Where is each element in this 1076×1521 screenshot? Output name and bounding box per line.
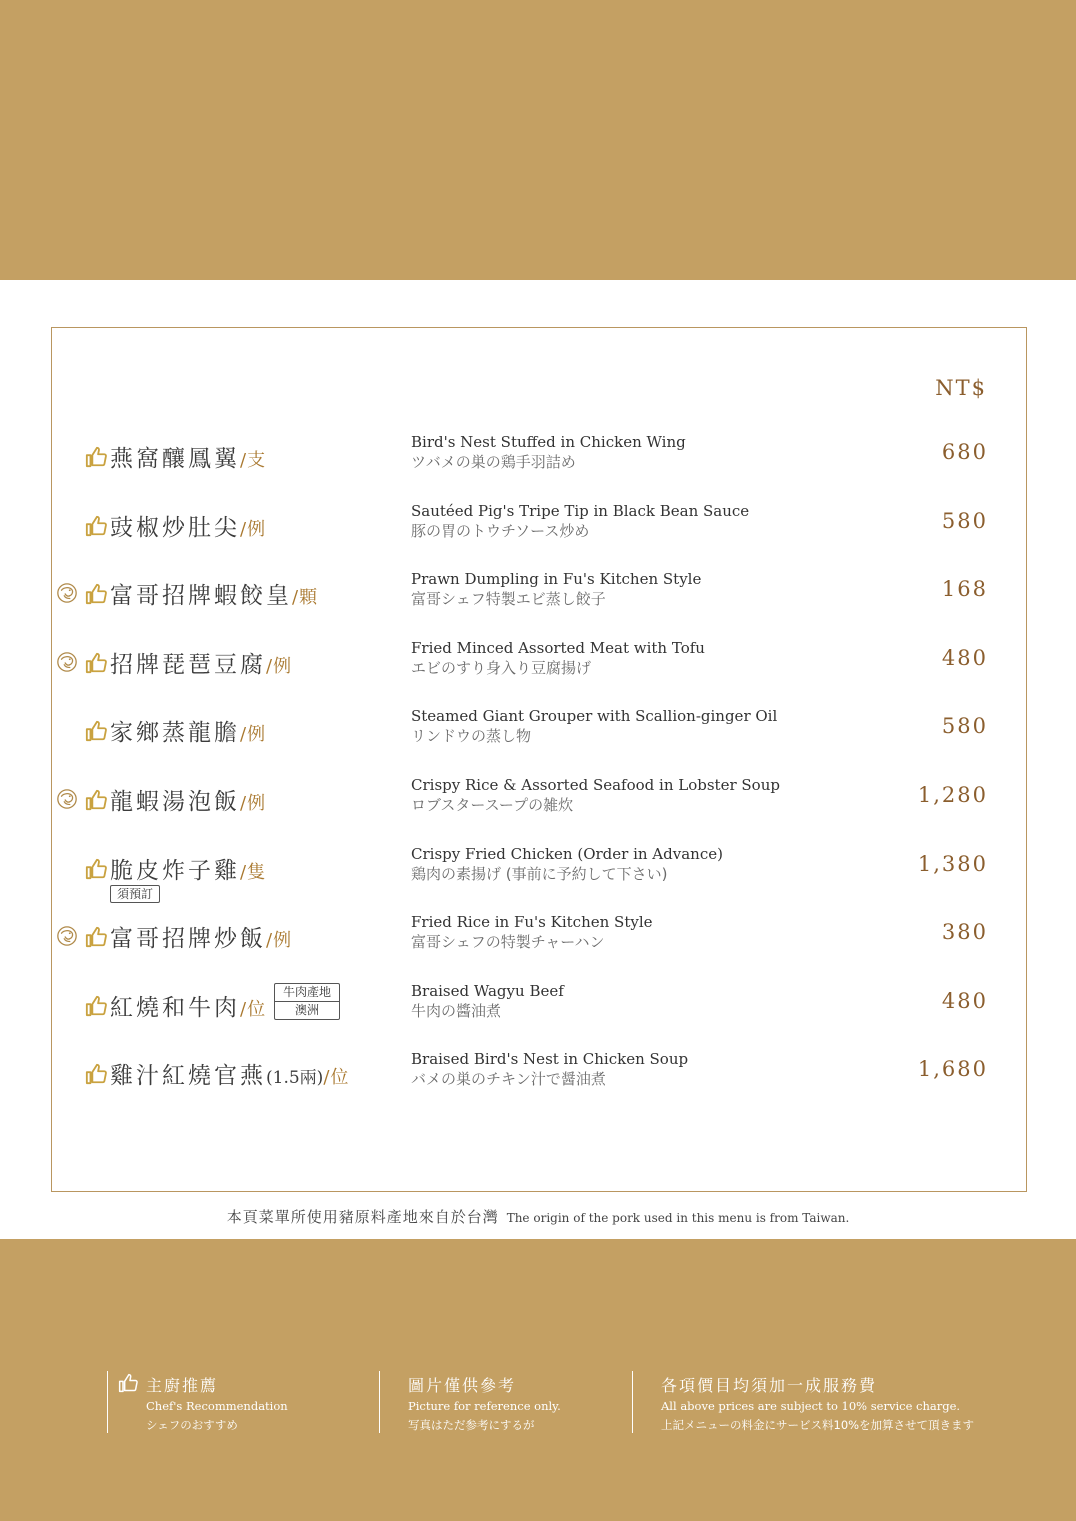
legend-chef-recommendation — [107, 1371, 358, 1433]
dish-name-cn — [110, 714, 266, 747]
dish-price: 1,380 — [917, 852, 988, 876]
dish-price: 1,280 — [917, 783, 988, 807]
legend-service-zh: 各項價目均須加一成服務費 — [661, 1376, 878, 1395]
dish-name-cn — [110, 509, 266, 542]
dish-name-en: Sautéed Pig's Tripe Tip in Black Bean Sauce — [411, 502, 750, 520]
legend-picture-reference — [379, 1371, 610, 1433]
dish-quantity: (1.5兩) — [266, 1068, 324, 1088]
legend-service-en: All above prices are subject to 10% service charge. — [661, 1399, 961, 1413]
dish-unit: /例 — [240, 519, 267, 540]
legend-picture-zh: 圖片僅供參考 — [408, 1376, 517, 1395]
menu-item — [52, 707, 1026, 774]
dish-name-cn — [110, 989, 266, 1022]
thumbs-up-icon — [85, 446, 107, 468]
dish-name-en: Fried Rice in Fu's Kitchen Style — [411, 913, 653, 931]
dish-name-jp: リンドウの蒸し物 — [411, 727, 532, 745]
dish-price: 580 — [941, 714, 988, 738]
shrimp-icon — [56, 651, 78, 673]
dish-name-cn — [110, 783, 266, 816]
dish-name-cn — [110, 1057, 349, 1090]
dish-name-jp: エビのすり身入り豆腐揚げ — [411, 659, 592, 677]
pork-origin-en: The origin of the pork used in this menu is from Taiwan. — [506, 1211, 850, 1225]
dish-unit: /隻 — [240, 862, 267, 883]
top-gold-band — [0, 0, 1076, 280]
dish-name-cn — [110, 852, 266, 885]
dish-name-cn-text: 雞汁紅燒官燕 — [110, 1063, 266, 1089]
legend-picture-en: Picture for reference only. — [408, 1399, 561, 1413]
dish-unit: /顆 — [292, 587, 319, 608]
thumbs-up-icon — [85, 789, 107, 811]
dish-price: 680 — [941, 440, 988, 464]
shrimp-icon — [56, 925, 78, 947]
dish-name-cn — [110, 920, 292, 953]
legend-chef-en: Chef's Recommendation — [146, 1399, 288, 1413]
dish-unit: /例 — [266, 656, 293, 677]
dish-name-en: Steamed Giant Grouper with Scallion-ginger Oil — [411, 707, 778, 725]
thumbs-up-icon — [85, 995, 107, 1017]
beef-origin-value: 澳洲 — [275, 1001, 339, 1019]
dish-name-cn-text: 家鄉蒸龍膽 — [110, 720, 240, 746]
dish-price: 480 — [941, 646, 988, 670]
dish-name-cn-text: 紅燒和牛肉 — [110, 995, 240, 1021]
dish-name-en: Crispy Fried Chicken (Order in Advance) — [411, 845, 723, 863]
menu-item — [52, 1050, 1026, 1117]
dish-name-jp: 豚の胃のトウチソース炒め — [411, 522, 590, 540]
advance-order-tag: 須預訂 — [110, 885, 160, 903]
thumbs-up-icon — [85, 720, 107, 742]
menu-item — [52, 982, 1026, 1049]
dish-price: 1,680 — [917, 1057, 988, 1081]
dish-unit: /例 — [266, 930, 293, 951]
thumbs-up-icon — [118, 1373, 138, 1393]
thumbs-up-icon — [85, 858, 107, 880]
dish-price: 580 — [941, 509, 988, 533]
legend-chef-jp: シェフのおすすめ — [146, 1418, 238, 1432]
pork-origin-zh: 本頁菜單所使用豬原料產地來自於台灣 — [226, 1208, 499, 1226]
menu-item — [52, 776, 1026, 843]
menu-item — [52, 502, 1026, 569]
dish-name-en: Bird's Nest Stuffed in Chicken Wing — [411, 433, 686, 451]
dish-name-jp: ツバメの巣の鶏手羽詰め — [411, 453, 576, 471]
legend-chef-zh: 主廚推薦 — [146, 1376, 219, 1395]
dish-name-jp: ロブスタースープの雑炊 — [411, 796, 574, 814]
thumbs-up-icon — [85, 583, 107, 605]
dish-name-en: Crispy Rice & Assorted Seafood in Lobster Soup — [411, 776, 780, 794]
dish-price: 380 — [941, 920, 988, 944]
shrimp-icon — [56, 582, 78, 604]
dish-name-cn — [110, 440, 266, 473]
dish-price: 168 — [941, 577, 988, 601]
menu-item — [52, 913, 1026, 980]
dish-name-en: Braised Bird's Nest in Chicken Soup — [411, 1050, 689, 1068]
thumbs-up-icon — [85, 515, 107, 537]
dish-name-cn-text: 脆皮炸子雞 — [110, 858, 240, 884]
dish-name-jp: 富哥シェフ特製エビ蒸し餃子 — [411, 590, 606, 608]
menu-item — [52, 570, 1026, 637]
dish-name-en: Prawn Dumpling in Fu's Kitchen Style — [411, 570, 702, 588]
dish-name-cn — [110, 646, 292, 679]
thumbs-up-icon — [85, 652, 107, 674]
dish-unit: /例 — [240, 793, 267, 814]
currency-header: NT$ — [935, 376, 987, 400]
dish-name-cn-text: 富哥招牌蝦餃皇 — [110, 583, 292, 609]
dish-unit: /例 — [240, 724, 267, 745]
menu-item — [52, 845, 1026, 912]
dish-name-cn-text: 招牌琵琶豆腐 — [110, 652, 266, 678]
shrimp-icon — [56, 788, 78, 810]
dish-unit: /位 — [240, 999, 267, 1020]
thumbs-up-icon — [85, 926, 107, 948]
dish-name-jp: 富哥シェフの特製チャーハン — [411, 933, 605, 951]
thumbs-up-icon — [85, 1063, 107, 1085]
menu-item — [52, 433, 1026, 500]
dish-name-jp: 鶏肉の素揚げ (事前に予約して下さい) — [411, 865, 668, 883]
dish-unit: /位 — [323, 1067, 350, 1088]
beef-origin-tag — [274, 983, 340, 1020]
dish-name-en: Braised Wagyu Beef — [411, 982, 564, 1000]
legend-service-charge — [632, 1371, 1053, 1433]
dish-name-cn — [110, 577, 318, 610]
beef-origin-label: 牛肉產地 — [282, 985, 331, 999]
dish-name-jp: バメの巣のチキン汁で醤油煮 — [411, 1070, 606, 1088]
dish-name-cn-text: 龍蝦湯泡飯 — [110, 789, 240, 815]
dish-unit: /支 — [240, 450, 267, 471]
menu-item — [52, 639, 1026, 706]
legend-picture-jp: 写真はただ参考にするが — [408, 1418, 535, 1432]
dish-price: 480 — [941, 989, 988, 1013]
dish-name-cn-text: 豉椒炒肚尖 — [110, 515, 240, 541]
dish-name-cn-text: 燕窩釀鳳翼 — [110, 446, 240, 472]
dish-name-jp: 牛肉の醬油煮 — [411, 1002, 502, 1020]
legend-service-jp: 上記メニューの料金にサービス料10%を加算させて頂きます — [661, 1418, 975, 1432]
dish-name-en: Fried Minced Assorted Meat with Tofu — [411, 639, 705, 657]
dish-name-cn-text: 富哥招牌炒飯 — [110, 926, 266, 952]
pork-origin-note — [0, 1206, 1076, 1227]
